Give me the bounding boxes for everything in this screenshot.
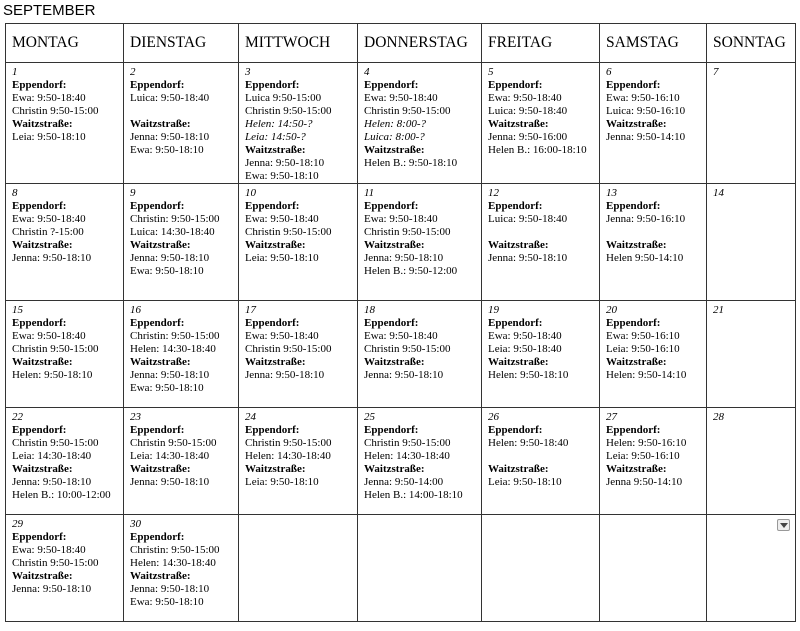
shift-entry: Jenna: 9:50-18:10	[245, 157, 325, 169]
day-cell[interactable]	[707, 408, 796, 515]
day-cell[interactable]	[239, 515, 358, 622]
shift-entry: Christin: 9:50-15:00	[130, 330, 220, 342]
shift-entry: Leia: 9:50-18:10	[12, 131, 86, 143]
location-label: Waitzstraße:	[606, 239, 667, 251]
day-cell[interactable]	[600, 63, 707, 184]
shift-entry: Ewa: 9:50-18:10	[130, 265, 204, 277]
day-number: 4	[364, 66, 370, 78]
tentative-shift: Helen: 8:00-?	[364, 118, 427, 130]
shift-entry: Jenna: 9:50-18:10	[130, 369, 210, 381]
location-label: Waitzstraße:	[130, 356, 191, 368]
day-number: 20	[606, 304, 617, 316]
location-label: Eppendorf:	[130, 424, 185, 436]
shift-entry: Leia: 14:30-18:40	[130, 450, 210, 462]
shift-entry: Luica: 9:50-18:40	[488, 105, 568, 117]
shift-entry: Helen B.: 9:50-18:10	[364, 157, 458, 169]
shift-entry: Christin 9:50-15:00	[364, 437, 451, 449]
shift-entry: Leia: 9:50-18:10	[245, 476, 319, 488]
shift-entry: Helen: 9:50-18:40	[488, 437, 569, 449]
day-number: 24	[245, 411, 256, 423]
location-label: Waitzstraße:	[364, 463, 425, 475]
shift-entry: Ewa: 9:50-18:40	[488, 92, 562, 104]
day-number: 17	[245, 304, 256, 316]
location-label: Eppendorf:	[364, 79, 419, 91]
shift-entry: Christin 9:50-15:00	[130, 437, 217, 449]
day-number: 26	[488, 411, 499, 423]
shift-entry: Jenna: 9:50-14:00	[364, 476, 444, 488]
shift-entry: Helen: 9:50-18:10	[12, 369, 93, 381]
location-label: Eppendorf:	[488, 79, 543, 91]
location-label: Eppendorf:	[488, 424, 543, 436]
location-label: Waitzstraße:	[364, 144, 425, 156]
location-label: Eppendorf:	[12, 79, 67, 91]
day-cell[interactable]	[6, 63, 124, 184]
tentative-shift: Leia: 14:50-?	[245, 131, 306, 143]
location-label: Eppendorf:	[488, 317, 543, 329]
location-label: Waitzstraße:	[130, 118, 191, 130]
day-number: 8	[12, 187, 18, 199]
shift-entry: Jenna: 9:50-18:10	[130, 583, 210, 595]
day-number: 25	[364, 411, 375, 423]
shift-entry: Helen: 14:30-18:40	[364, 450, 450, 462]
shift-entry: Leia: 9:50-18:10	[245, 252, 319, 264]
weekday-header: SAMSTAG	[600, 24, 707, 63]
shift-entry: Christin 9:50-15:00	[245, 437, 332, 449]
weekday-header: MITTWOCH	[239, 24, 358, 63]
shift-entry: Christin 9:50-15:00	[245, 343, 332, 355]
shift-entry: Ewa: 9:50-18:10	[130, 144, 204, 156]
day-cell[interactable]	[482, 63, 600, 184]
location-label: Eppendorf:	[12, 531, 67, 543]
location-label: Waitzstraße:	[12, 239, 73, 251]
chevron-down-icon[interactable]	[777, 519, 790, 531]
day-cell[interactable]	[600, 408, 707, 515]
day-cell[interactable]	[124, 408, 239, 515]
location-label: Waitzstraße:	[245, 356, 306, 368]
location-label: Waitzstraße:	[12, 356, 73, 368]
shift-entry: Ewa: 9:50-18:40	[12, 544, 86, 556]
location-label: Waitzstraße:	[488, 239, 549, 251]
day-number: 9	[130, 187, 136, 199]
day-cell[interactable]	[482, 515, 600, 622]
shift-entry: Jenna: 9:50-18:10	[12, 252, 92, 264]
location-label: Waitzstraße:	[245, 144, 306, 156]
location-label: Eppendorf:	[245, 424, 300, 436]
day-number: 19	[488, 304, 499, 316]
location-label: Eppendorf:	[606, 424, 661, 436]
shift-entry: Leia: 9:50-18:40	[488, 343, 562, 355]
week-row	[6, 301, 796, 408]
day-number: 15	[12, 304, 23, 316]
day-number: 5	[488, 66, 494, 78]
weekday-header: DIENSTAG	[124, 24, 239, 63]
weekday-header: SONNTAG	[707, 24, 796, 63]
shift-entry: Jenna: 9:50-14:10	[606, 131, 686, 143]
shift-entry: Ewa: 9:50-18:40	[12, 92, 86, 104]
day-cell[interactable]	[6, 408, 124, 515]
shift-entry: Ewa: 9:50-16:10	[606, 330, 680, 342]
week-row	[6, 408, 796, 515]
shift-entry: Ewa: 9:50-16:10	[606, 92, 680, 104]
location-label: Eppendorf:	[245, 79, 300, 91]
location-label: Eppendorf:	[12, 317, 67, 329]
day-number: 30	[130, 518, 141, 530]
tentative-shift: Helen: 14:50-?	[245, 118, 313, 130]
day-number: 11	[364, 187, 375, 199]
day-cell[interactable]	[239, 408, 358, 515]
shift-entry: Helen B.: 14:00-18:10	[364, 489, 463, 501]
location-label: Waitzstraße:	[488, 463, 549, 475]
day-cell[interactable]	[600, 301, 707, 408]
location-label: Waitzstraße:	[130, 463, 191, 475]
shift-entry: Leia: 9:50-16:10	[606, 450, 680, 462]
shift-entry: Christin 9:50-15:00	[364, 226, 451, 238]
day-cell[interactable]	[239, 63, 358, 184]
shift-entry: Luica 9:50-15:00	[245, 92, 322, 104]
day-number: 22	[12, 411, 23, 423]
spacer	[130, 105, 232, 118]
shift-entry: Ewa: 9:50-18:40	[364, 92, 438, 104]
day-cell[interactable]	[358, 301, 482, 408]
shift-entry: Luica: 14:30-18:40	[130, 226, 215, 238]
weekday-header: DONNERSTAG	[358, 24, 482, 63]
shift-entry: Christin 9:50-15:00	[12, 343, 99, 355]
location-label: Waitzstraße:	[488, 118, 549, 130]
location-label: Waitzstraße:	[606, 356, 667, 368]
shift-entry: Helen B.: 10:00-12:00	[12, 489, 111, 501]
shift-entry: Jenna: 9:50-18:10	[12, 476, 92, 488]
shift-entry: Ewa: 9:50-18:40	[364, 213, 438, 225]
day-cell[interactable]	[482, 301, 600, 408]
day-cell[interactable]	[358, 184, 482, 301]
location-label: Eppendorf:	[12, 200, 67, 212]
page-title: SEPTEMBER	[3, 2, 96, 19]
day-cell[interactable]	[707, 184, 796, 301]
shift-entry: Leia: 9:50-18:10	[488, 476, 562, 488]
day-number: 13	[606, 187, 617, 199]
day-cell[interactable]	[124, 515, 239, 622]
day-number: 12	[488, 187, 499, 199]
location-label: Eppendorf:	[364, 424, 419, 436]
location-label: Waitzstraße:	[364, 356, 425, 368]
location-label: Waitzstraße:	[245, 239, 306, 251]
day-number: 14	[713, 187, 724, 199]
day-number: 16	[130, 304, 141, 316]
location-label: Eppendorf:	[130, 531, 185, 543]
day-cell[interactable]	[124, 301, 239, 408]
day-number: 3	[245, 66, 251, 78]
tentative-shift: Luica: 8:00-?	[364, 131, 425, 143]
shift-entry: Ewa: 9:50-18:10	[130, 596, 204, 608]
day-number: 29	[12, 518, 23, 530]
location-label: Waitzstraße:	[12, 118, 73, 130]
location-label: Waitzstraße:	[606, 118, 667, 130]
weekday-header: FREITAG	[482, 24, 600, 63]
shift-entry: Jenna: 9:50-18:10	[130, 252, 210, 264]
shift-entry: Christin 9:50-15:00	[364, 343, 451, 355]
shift-entry: Leia: 14:30-18:40	[12, 450, 92, 462]
day-number: 21	[713, 304, 724, 316]
location-label: Eppendorf:	[364, 317, 419, 329]
day-number: 1	[12, 66, 18, 78]
location-label: Eppendorf:	[364, 200, 419, 212]
shift-entry: Christin 9:50-15:00	[12, 105, 99, 117]
shift-entry: Helen: 9:50-18:10	[488, 369, 569, 381]
shift-entry: Christin 9:50-15:00	[245, 226, 332, 238]
shift-entry: Jenna: 9:50-16:00	[488, 131, 568, 143]
shift-entry: Jenna: 9:50-18:10	[12, 583, 92, 595]
shift-entry: Luica: 9:50-18:40	[488, 213, 568, 225]
shift-entry: Ewa: 9:50-18:40	[12, 330, 86, 342]
day-number: 23	[130, 411, 141, 423]
day-number: 18	[364, 304, 375, 316]
day-cell[interactable]	[124, 184, 239, 301]
shift-entry: Jenna: 9:50-18:10	[130, 476, 210, 488]
calendar-grid	[5, 23, 796, 622]
shift-entry: Helen 9:50-14:10	[606, 252, 684, 264]
location-label: Eppendorf:	[488, 200, 543, 212]
location-label: Eppendorf:	[606, 79, 661, 91]
location-label: Waitzstraße:	[130, 239, 191, 251]
shift-entry: Jenna: 9:50-18:10	[245, 369, 325, 381]
day-cell[interactable]	[358, 515, 482, 622]
shift-entry: Helen: 14:30-18:40	[130, 343, 216, 355]
location-label: Waitzstraße:	[12, 463, 73, 475]
day-number: 7	[713, 66, 719, 78]
spacer	[488, 450, 593, 463]
day-cell[interactable]	[239, 301, 358, 408]
location-label: Eppendorf:	[130, 79, 185, 91]
day-cell[interactable]	[482, 184, 600, 301]
shift-entry: Christin ?-15:00	[12, 226, 84, 238]
location-label: Eppendorf:	[245, 200, 300, 212]
shift-entry: Helen: 14:30-18:40	[130, 557, 216, 569]
day-cell[interactable]	[358, 63, 482, 184]
shift-entry: Jenna 9:50-14:10	[606, 476, 683, 488]
spacer	[606, 226, 700, 239]
shift-entry: Christin: 9:50-15:00	[130, 213, 220, 225]
week-row	[6, 515, 796, 622]
location-label: Waitzstraße:	[606, 463, 667, 475]
shift-entry: Jenna: 9:50-18:10	[364, 369, 444, 381]
weekday-header-row	[6, 24, 796, 63]
day-cell[interactable]	[6, 301, 124, 408]
shift-entry: Jenna: 9:50-16:10	[606, 213, 686, 225]
shift-entry: Ewa: 9:50-18:40	[245, 213, 319, 225]
location-label: Eppendorf:	[606, 200, 661, 212]
shift-entry: Ewa: 9:50-18:10	[130, 382, 204, 394]
shift-entry: Helen: 9:50-16:10	[606, 437, 687, 449]
day-number: 6	[606, 66, 612, 78]
location-label: Eppendorf:	[245, 317, 300, 329]
shift-entry: Christin 9:50-15:00	[12, 437, 99, 449]
shift-entry: Luica: 9:50-18:40	[130, 92, 210, 104]
day-number: 10	[245, 187, 256, 199]
day-cell[interactable]	[6, 184, 124, 301]
shift-entry: Ewa: 9:50-18:40	[12, 213, 86, 225]
shift-entry: Christin 9:50-15:00	[245, 105, 332, 117]
location-label: Eppendorf:	[12, 424, 67, 436]
shift-entry: Christin: 9:50-15:00	[130, 544, 220, 556]
shift-entry: Jenna: 9:50-18:10	[364, 252, 444, 264]
day-number: 27	[606, 411, 617, 423]
day-cell[interactable]	[6, 515, 124, 622]
shift-entry: Helen B.: 9:50-12:00	[364, 265, 458, 277]
shift-entry: Jenna: 9:50-18:10	[488, 252, 568, 264]
location-label: Waitzstraße:	[12, 570, 73, 582]
day-cell[interactable]	[482, 408, 600, 515]
day-cell[interactable]	[239, 184, 358, 301]
shift-entry: Leia: 9:50-16:10	[606, 343, 680, 355]
location-label: Eppendorf:	[130, 200, 185, 212]
day-cell[interactable]	[707, 63, 796, 184]
shift-entry: Christin 9:50-15:00	[364, 105, 451, 117]
week-row	[6, 63, 796, 184]
shift-entry: Christin 9:50-15:00	[12, 557, 99, 569]
location-label: Eppendorf:	[130, 317, 185, 329]
shift-entry: Ewa: 9:50-18:40	[488, 330, 562, 342]
shift-entry: Jenna: 9:50-18:10	[130, 131, 210, 143]
day-cell[interactable]	[124, 63, 239, 184]
week-row	[6, 184, 796, 301]
shift-entry: Luica: 9:50-16:10	[606, 105, 686, 117]
day-cell[interactable]	[707, 301, 796, 408]
spacer	[488, 226, 593, 239]
day-cell[interactable]	[600, 184, 707, 301]
day-cell[interactable]	[358, 408, 482, 515]
shift-entry: Helen: 14:30-18:40	[245, 450, 331, 462]
shift-entry: Ewa: 9:50-18:40	[364, 330, 438, 342]
shift-entry: Helen: 9:50-14:10	[606, 369, 687, 381]
location-label: Waitzstraße:	[130, 570, 191, 582]
location-label: Waitzstraße:	[364, 239, 425, 251]
day-cell[interactable]	[600, 515, 707, 622]
location-label: Waitzstraße:	[245, 463, 306, 475]
day-number: 2	[130, 66, 136, 78]
location-label: Eppendorf:	[606, 317, 661, 329]
location-label: Waitzstraße:	[488, 356, 549, 368]
day-number: 28	[713, 411, 724, 423]
shift-entry: Ewa: 9:50-18:40	[245, 330, 319, 342]
shift-entry: Ewa: 9:50-18:10	[245, 170, 319, 182]
weekday-header: MONTAG	[6, 24, 124, 63]
shift-entry: Helen B.: 16:00-18:10	[488, 144, 587, 156]
